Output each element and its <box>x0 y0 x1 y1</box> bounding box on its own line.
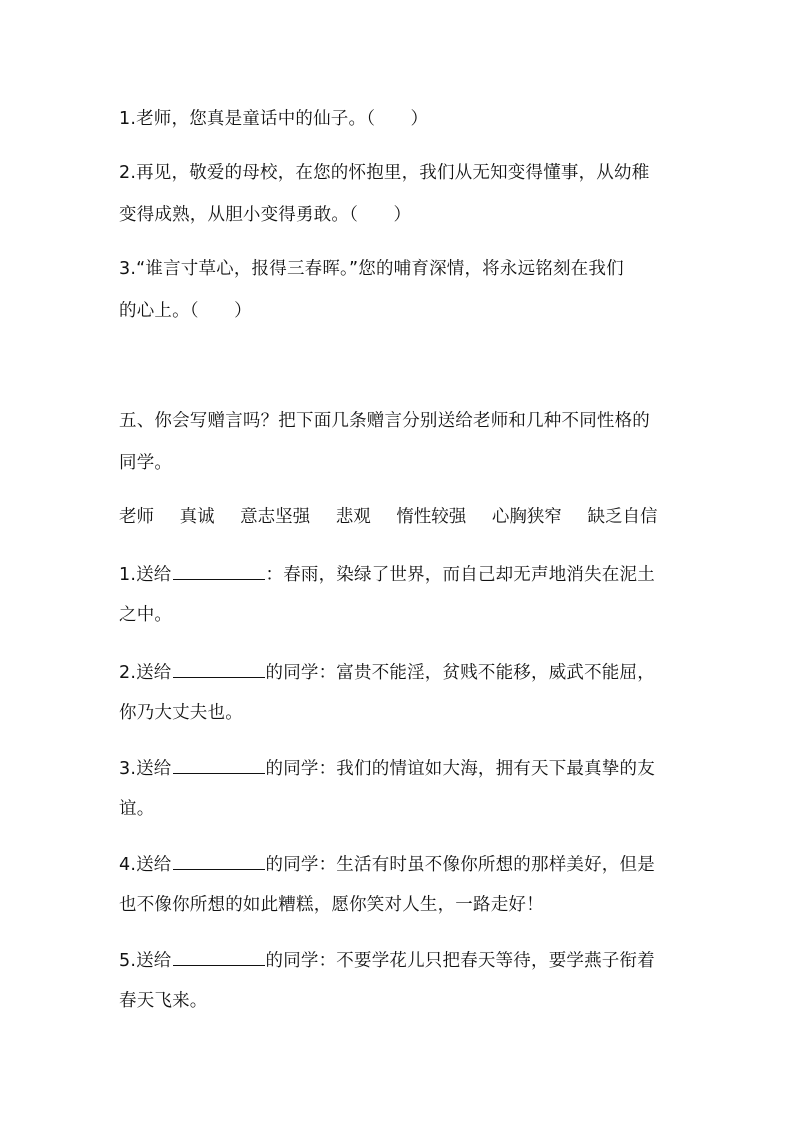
section-five-heading-line-1 <box>119 409 689 433</box>
answer-blank-3[interactable] <box>173 755 265 774</box>
dedication-item-4-text-2: 也不像你所想的如此糟糕，愿你笑对人生，一路走好！ <box>119 895 544 915</box>
dedication-item-1-line-1 <box>119 561 689 587</box>
trait-option: 心胸狭窄 <box>491 507 562 527</box>
dedication-item-2-text-2: 你乃大丈夫也。 <box>119 703 243 723</box>
dedication-item-1-prefix: 1.送给 <box>119 565 172 585</box>
dedication-item-3-line-2 <box>119 797 689 821</box>
judge-item-1-text: 1.老师，您真是童话中的仙子。（ ） <box>119 109 429 129</box>
dedication-item-1-line-2 <box>119 603 689 627</box>
dedication-item-3-prefix: 3.送给 <box>119 759 172 779</box>
dedication-item-2-prefix: 2.送给 <box>119 663 172 683</box>
section-five-heading-text-1: 五、你会写赠言吗？把下面几条赠言分别送给老师和几种不同性格的 <box>119 411 650 431</box>
dedication-item-1-text-2: 之中。 <box>119 605 173 625</box>
section-five-heading-line-2 <box>119 451 689 475</box>
trait-option: 老师 <box>119 507 154 527</box>
judge-item-3-line-1 <box>119 257 689 281</box>
dedication-item-4-text: 的同学：生活有时虽不像你所想的那样美好，但是 <box>265 855 655 875</box>
dedication-item-5-line-2 <box>119 989 689 1013</box>
judge-item-2-text-2: 变得成熟，从胆小变得勇敢。（ ） <box>119 205 412 225</box>
judge-item-1 <box>119 107 689 131</box>
judge-item-3-text-1: 3.“谁言寸草心，报得三春晖。”您的哺育深情，将永远铭刻在我们 <box>119 259 624 279</box>
dedication-item-5-line-1 <box>119 947 689 973</box>
answer-blank-2[interactable] <box>173 659 265 678</box>
dedication-item-2-text: 的同学：富贵不能淫，贫贱不能移，威武不能屈， <box>265 663 655 683</box>
judge-item-3-line-2 <box>119 299 689 323</box>
judge-item-3-text-2: 的心上。（ ） <box>119 301 252 321</box>
dedication-item-2-line-1 <box>119 659 689 685</box>
judge-item-2-line-2 <box>119 203 689 227</box>
trait-option: 惰性较强 <box>396 507 467 527</box>
trait-option: 真诚 <box>179 507 215 527</box>
dedication-item-3-line-1 <box>119 755 689 781</box>
dedication-item-4-prefix: 4.送给 <box>119 855 172 875</box>
section-five-heading-text-2: 同学。 <box>119 453 173 473</box>
dedication-item-4-line-2 <box>119 893 689 917</box>
judge-item-2-text-1: 2.再见，敬爱的母校，在您的怀抱里，我们从无知变得懂事，从幼稚 <box>119 163 650 183</box>
dedication-item-5-text: 的同学：不要学花儿只把春天等待，要学燕子衔着 <box>265 951 655 971</box>
trait-option: 意志坚强 <box>240 507 311 527</box>
dedication-item-2-line-2 <box>119 701 689 725</box>
dedication-item-5-prefix: 5.送给 <box>119 951 172 971</box>
trait-option: 悲观 <box>335 507 371 527</box>
dedication-item-3-text-2: 谊。 <box>119 799 155 819</box>
answer-blank-5[interactable] <box>173 947 265 966</box>
dedication-item-5-text-2: 春天飞来。 <box>119 991 208 1011</box>
dedication-item-1-text: ：春雨，染绿了世界，而自己却无声地消失在泥土 <box>265 565 655 585</box>
trait-option: 缺乏自信 <box>587 507 658 527</box>
trait-options <box>119 505 657 529</box>
dedication-item-4-line-1 <box>119 851 689 877</box>
answer-blank-4[interactable] <box>173 851 265 870</box>
answer-blank-1[interactable] <box>173 561 265 580</box>
dedication-item-3-text: 的同学：我们的情谊如大海，拥有天下最真挚的友 <box>265 759 655 779</box>
judge-item-2-line-1 <box>119 161 689 185</box>
